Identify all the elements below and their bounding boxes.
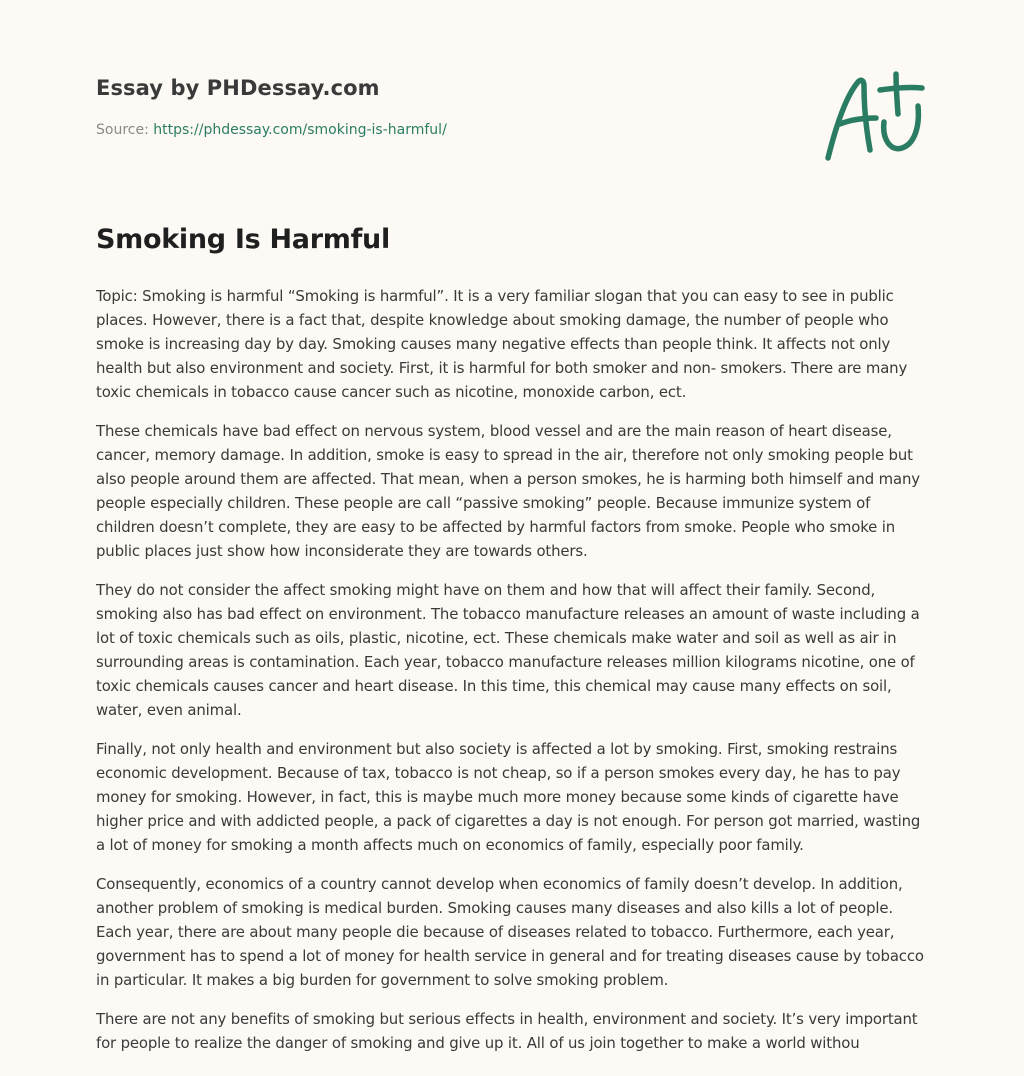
essay-body [96,284,928,1070]
essay-paragraph: Topic: Smoking is harmful “Smoking is harmful”. It is a very familiar slogan that you can easy to see in public places. However, there is a fact that, despite knowledge about smoking damage, the number of people who smoke is increasing day by day. Smoking causes many negative effects than people think. It affects not only health but also environment and society. First, it is harmful for both smoker and non- smokers. There are many toxic chemicals in tobacco cause cancer such as nicotine, monoxide carbon, ect. [96,287,908,401]
a-plus-logo-icon [818,66,930,166]
essay-paragraph: These chemicals have bad effect on nervous system, blood vessel and are the main reason of heart disease, cancer, memory damage. In addition, smoke is easy to spread in the air, therefore not only smoking people but also people around them are affected. That mean, when a person smokes, he is harming both himself and many people especially children. These people are call “passive smoking” people. Because immunize system of children doesn’t complete, they are easy to be affected by harmful factors from smoke. People who smoke in public places just show how inconsiderate they are towards others. [96,422,920,560]
essay-paragraph: They do not consider the affect smoking might have on them and how that will affect their family. Second, smoking also has bad effect on environment. The tobacco manufacture releases an amount of waste including a lot of toxic chemicals such as oils, plastic, nicotine, ect. These chemicals make water and soil as well as air in surrounding areas is contamination. Each year, tobacco manufacture releases million kilograms nicotine, one of toxic chemicals causes cancer and heart disease. In this time, this chemical may cause many effects on soil, water, even animal. [96,581,920,719]
source-link[interactable]: https://phdessay.com/smoking-is-harmful/ [153,122,447,138]
essay-paragraph: Consequently, economics of a country cannot develop when economics of family doesn’t develop. In addition, another problem of smoking is medical burden. Smoking causes many diseases and also kills a lot of people. Each year, there are about many people die because of diseases related to tobacco. Furthermore, each year, government has to spend a lot of money for health service in general and for treating diseases cause by tobacco in particular. It makes a big burden for government to solve smoking problem. [96,875,924,989]
essay-paragraph: Finally, not only health and environment but also society is affected a lot by smoking. First, smoking restrains economic development. Because of tax, tobacco is not cheap, so if a person smokes every day, he has to pay money for smoking. However, in fact, this is maybe much more money because some kinds of cigarette have higher price and with addicted people, a pack of cigarettes a day is not enough. For person got married, wasting a lot of money for smoking a month affects much on economics of family, especially poor family. [96,740,921,854]
essay-paragraph: There are not any benefits of smoking but serious effects in health, environment and society. It’s very important for people to realize the danger of smoking and give up it. All of us join together to make a world withou [96,1010,918,1052]
page-header [96,76,447,138]
source-line [96,122,447,138]
site-brand: Essay by PHDessay.com [96,76,380,100]
source-label: Source: [96,122,149,138]
essay-title: Smoking Is Harmful [96,224,390,255]
